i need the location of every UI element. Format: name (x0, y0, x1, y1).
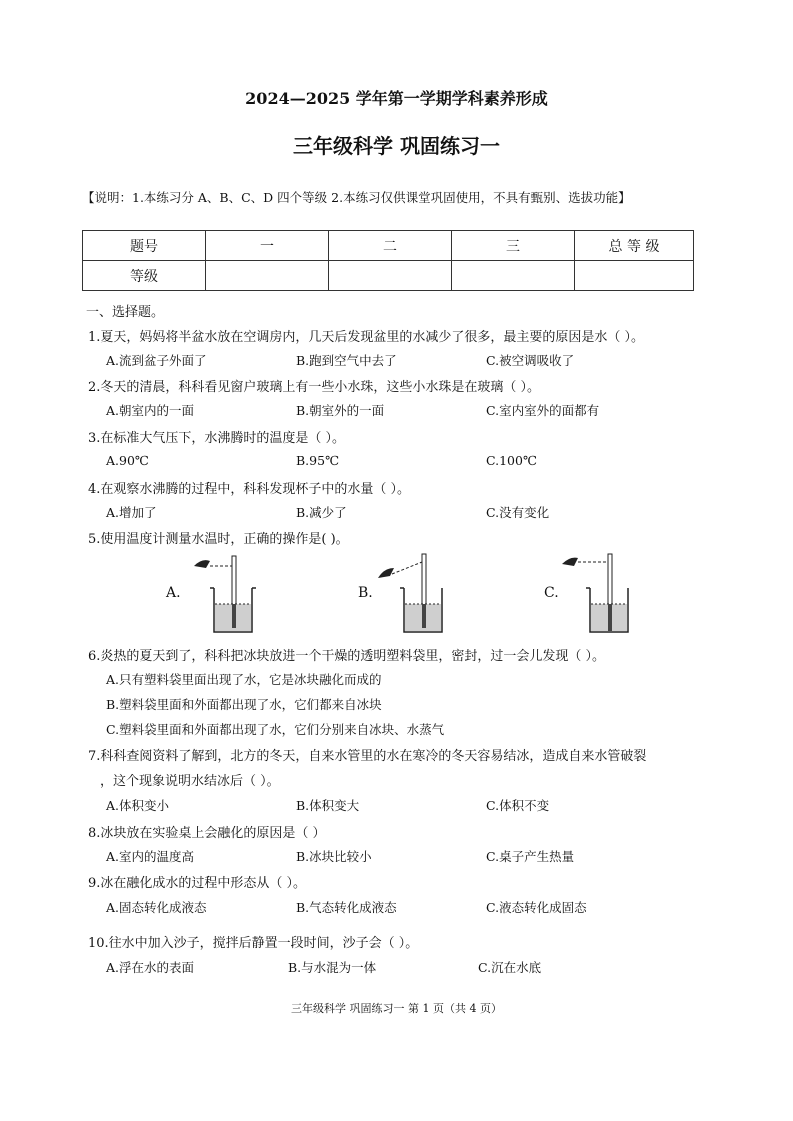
grade-header-cell: 总 等 级 (575, 231, 694, 261)
q7-option-a[interactable]: A.体积变小 (106, 798, 170, 813)
q6-option-a[interactable]: A.只有塑料袋里面出现了水，它是冰块融化而成的 (106, 672, 382, 687)
q4-option-a[interactable]: A.增加了 (106, 505, 157, 520)
exam-series-title: 2024—2025 学年第一学期学科素养形成 (245, 89, 548, 108)
q9-option-a[interactable]: A.固态转化成液态 (106, 900, 207, 915)
figure-label-b[interactable]: B. (358, 585, 373, 601)
exam-title: 三年级科学 巩固练习一 (293, 134, 500, 158)
q9-option-c[interactable]: C.液态转化成固态 (486, 900, 587, 915)
page-footer: 三年级科学 巩固练习一 第 1 页（共 4 页） (291, 1002, 502, 1015)
question-9: 9.冰在融化成水的过程中形态从（ ）。 (88, 876, 307, 891)
q7-option-b[interactable]: B.体积变大 (296, 798, 360, 813)
grade-input-cell[interactable] (575, 261, 694, 291)
grade-table-header-row (83, 231, 694, 261)
q10-option-a[interactable]: A.浮在水的表面 (106, 960, 195, 975)
q3-option-c[interactable]: C.100℃ (486, 453, 537, 468)
grade-row-label: 等级 (83, 261, 206, 291)
q1-option-c[interactable]: C.被空调吸收了 (486, 353, 575, 368)
grade-header-cell: 一 (206, 231, 329, 261)
q3-option-b[interactable]: B.95℃ (296, 453, 340, 468)
question-6: 6.炎热的夏天到了，科科把冰块放进一个干燥的透明塑料袋里，密封，过一会儿发现（ ）。 (88, 649, 606, 664)
q6-option-b[interactable]: B.塑料袋里面和外面都出现了水，它们都来自冰块 (106, 697, 382, 712)
q4-option-c[interactable]: C.没有变化 (486, 505, 550, 520)
thermometer-figure-c (558, 548, 630, 636)
thermometer-figure-a (190, 550, 260, 636)
q1-option-b[interactable]: B.跑到空气中去了 (296, 353, 397, 368)
grade-table (82, 230, 694, 291)
figure-label-c[interactable]: C. (544, 585, 559, 601)
q9-option-b[interactable]: B.气态转化成液态 (296, 900, 397, 915)
instructions-note: 【说明：1.本练习分 A、B、C、D 四个等级 2.本练习仅供课堂巩固使用，不具有甄别、选拔功能】 (82, 190, 631, 205)
grade-input-cell[interactable] (329, 261, 452, 291)
q4-option-b[interactable]: B.减少了 (296, 505, 347, 520)
grade-input-cell[interactable] (452, 261, 575, 291)
question-5: 5.使用温度计测量水温时，正确的操作是( )。 (88, 532, 349, 547)
grade-header-cell: 三 (452, 231, 575, 261)
grade-table-row (83, 261, 694, 291)
q8-option-c[interactable]: C.桌子产生热量 (486, 849, 575, 864)
q1-option-a[interactable]: A.流到盆子外面了 (106, 353, 207, 368)
q2-option-b[interactable]: B.朝室外的一面 (296, 403, 385, 418)
question-2: 2.冬天的清晨，科科看见窗户玻璃上有一些小水珠，这些小水珠是在玻璃（ ）。 (88, 380, 541, 395)
q10-option-c[interactable]: C.沉在水底 (478, 960, 542, 975)
question-3: 3.在标准大气压下，水沸腾时的温度是（ ）。 (88, 431, 346, 446)
q3-option-a[interactable]: A.90℃ (106, 453, 149, 468)
thermometer-figure-b (374, 548, 444, 636)
question-1: 1.夏天，妈妈将半盆水放在空调房内，几天后发现盆里的水减少了很多，最主要的原因是水（ ）。 (88, 330, 645, 345)
q10-option-b[interactable]: B.与水混为一体 (288, 960, 377, 975)
question-8: 8.冰块放在实验桌上会融化的原因是（ ） (88, 826, 326, 841)
question-10: 10.往水中加入沙子，搅拌后静置一段时间，沙子会（ ）。 (88, 936, 419, 951)
q6-option-c[interactable]: C.塑料袋里面和外面都出现了水，它们分别来自冰块、水蒸气 (106, 722, 445, 737)
q2-option-a[interactable]: A.朝室内的一面 (106, 403, 195, 418)
q8-option-b[interactable]: B.冰块比较小 (296, 849, 372, 864)
question-7: 7.科科查阅资料了解到，北方的冬天，自来水管里的水在寒冷的冬天容易结冰，造成自来水管破裂 (88, 749, 647, 764)
q7-option-c[interactable]: C.体积不变 (486, 798, 550, 813)
figure-label-a[interactable]: A. (166, 585, 181, 601)
grade-header-cell: 二 (329, 231, 452, 261)
question-7-continued: ，这个现象说明水结冰后（ ）。 (100, 774, 280, 789)
question-4: 4.在观察水沸腾的过程中，科科发现杯子中的水量（ ）。 (88, 482, 411, 497)
q2-option-c[interactable]: C.室内室外的面都有 (486, 403, 600, 418)
q8-option-a[interactable]: A.室内的温度高 (106, 849, 195, 864)
section-heading: 一、选择题。 (86, 305, 165, 320)
grade-header-cell: 题号 (83, 231, 206, 261)
grade-input-cell[interactable] (206, 261, 329, 291)
